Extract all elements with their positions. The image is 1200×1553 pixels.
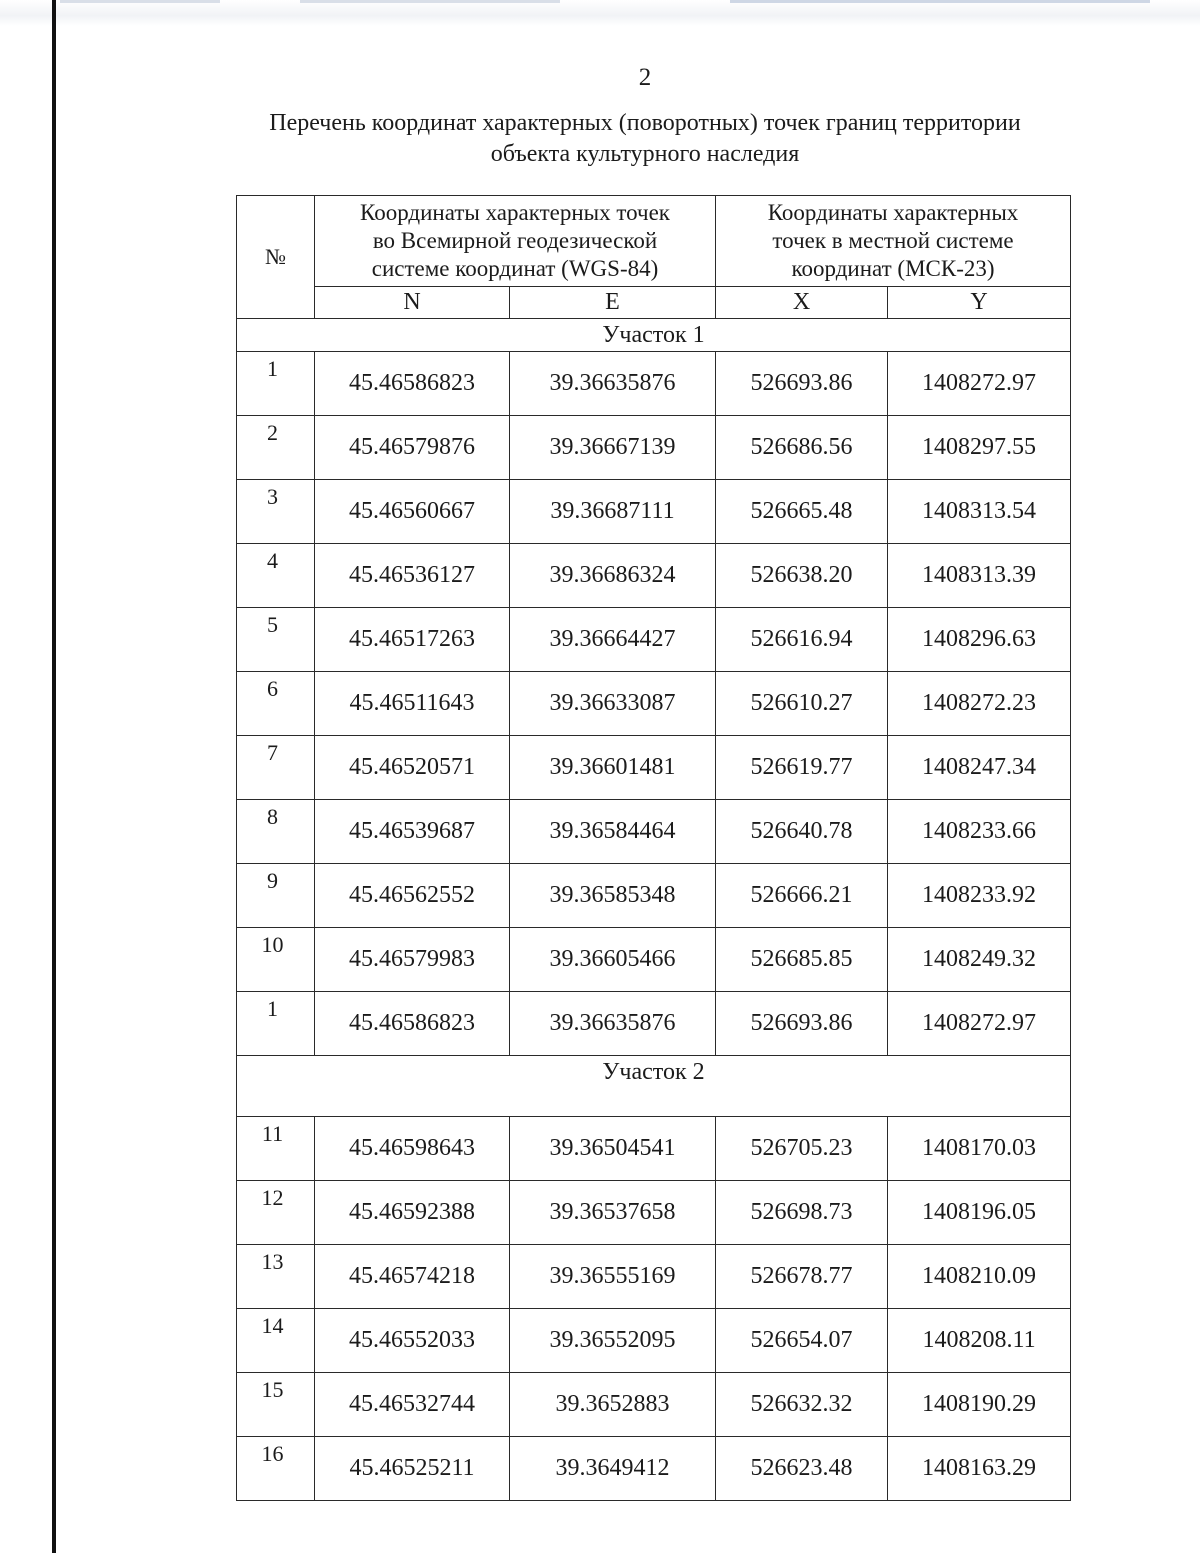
table-row [237,1181,1071,1245]
scan-artifact [60,0,220,3]
point-number: 11 [237,1117,315,1181]
section-label: Участок 2 [237,1056,1071,1117]
coord-n: 45.46536127 [315,544,510,608]
coord-n: 45.46579983 [315,928,510,992]
point-number: 7 [237,736,315,800]
coord-e: 39.36585348 [510,864,716,928]
coord-x: 526665.48 [716,480,888,544]
coord-x: 526623.48 [716,1437,888,1501]
table-row [237,672,1071,736]
coord-n: 45.46574218 [315,1245,510,1309]
coord-y: 1408190.29 [888,1373,1071,1437]
coord-y: 1408272.97 [888,352,1071,416]
section-row [237,1056,1071,1117]
coord-e: 39.36664427 [510,608,716,672]
coord-x: 526616.94 [716,608,888,672]
coord-x: 526632.32 [716,1373,888,1437]
coord-n: 45.46539687 [315,800,510,864]
scan-top-edge [0,0,1200,26]
header-msk23-line-2: точек в местной системе [772,228,1014,253]
scan-left-edge [52,0,56,1553]
coord-x: 526619.77 [716,736,888,800]
point-number: 1 [237,992,315,1056]
table-row [237,480,1071,544]
header-wgs84-line-3: системе координат (WGS-84) [371,256,659,281]
coord-x: 526640.78 [716,800,888,864]
header-wgs84-line-2: во Всемирной геодезической [372,228,658,253]
coord-e: 39.36686324 [510,544,716,608]
table-row [237,800,1071,864]
table-row [237,928,1071,992]
point-number: 4 [237,544,315,608]
coord-n: 45.46552033 [315,1309,510,1373]
coord-n: 45.46562552 [315,864,510,928]
table-row [237,608,1071,672]
coord-y: 1408170.03 [888,1117,1071,1181]
coord-y: 1408249.32 [888,928,1071,992]
table-row [237,352,1071,416]
coord-n: 45.46525211 [315,1437,510,1501]
point-number: 14 [237,1309,315,1373]
point-number: 3 [237,480,315,544]
point-number: 10 [237,928,315,992]
table-row [237,1117,1071,1181]
point-number: 2 [237,416,315,480]
table-row [237,1373,1071,1437]
point-number: 5 [237,608,315,672]
coord-y: 1408210.09 [888,1245,1071,1309]
coord-e: 39.36555169 [510,1245,716,1309]
header-col-e: E [510,287,716,319]
coord-y: 1408272.97 [888,992,1071,1056]
coord-y: 1408297.55 [888,416,1071,480]
coord-n: 45.46517263 [315,608,510,672]
coord-e: 39.36601481 [510,736,716,800]
document-title [0,108,1200,170]
coord-n: 45.46579876 [315,416,510,480]
coord-x: 526698.73 [716,1181,888,1245]
coord-e: 39.36635876 [510,352,716,416]
coord-e: 39.36687111 [510,480,716,544]
header-col-x: X [716,287,888,319]
coord-e: 39.36584464 [510,800,716,864]
table-row [237,864,1071,928]
section-label: Участок 1 [237,319,1071,352]
scan-artifact [730,0,1150,3]
table-body [237,319,1071,1501]
coord-x: 526666.21 [716,864,888,928]
table-row [237,1309,1071,1373]
coord-n: 45.46592388 [315,1181,510,1245]
coord-y: 1408233.66 [888,800,1071,864]
coord-y: 1408296.63 [888,608,1071,672]
header-number: № [237,196,315,319]
coord-e: 39.36605466 [510,928,716,992]
coord-y: 1408208.11 [888,1309,1071,1373]
coord-n: 45.46598643 [315,1117,510,1181]
coord-n: 45.46586823 [315,352,510,416]
title-line-2: объекта культурного наследия [490,141,800,167]
table-row [237,736,1071,800]
header-msk23-group [716,196,1071,287]
header-wgs84-line-1: Координаты характерных точек [360,200,670,225]
coord-e: 39.3652883 [510,1373,716,1437]
coord-e: 39.36552095 [510,1309,716,1373]
header-col-n: N [315,287,510,319]
coord-y: 1408313.39 [888,544,1071,608]
header-msk23-line-3: координат (МСК-23) [791,256,995,281]
coord-x: 526610.27 [716,672,888,736]
point-number: 8 [237,800,315,864]
table-row [237,1245,1071,1309]
coord-y: 1408313.54 [888,480,1071,544]
coord-e: 39.36667139 [510,416,716,480]
table-row [237,992,1071,1056]
coord-n: 45.46511643 [315,672,510,736]
coord-x: 526685.85 [716,928,888,992]
coord-n: 45.46532744 [315,1373,510,1437]
table-subheader-row [237,287,1071,319]
table-row [237,1437,1071,1501]
point-number: 16 [237,1437,315,1501]
coord-y: 1408233.92 [888,864,1071,928]
point-number: 15 [237,1373,315,1437]
coord-x: 526686.56 [716,416,888,480]
point-number: 1 [237,352,315,416]
coord-y: 1408163.29 [888,1437,1071,1501]
coord-y: 1408272.23 [888,672,1071,736]
coord-e: 39.3649412 [510,1437,716,1501]
page-number: 2 [638,64,652,91]
section-row [237,319,1071,352]
coord-x: 526654.07 [716,1309,888,1373]
coord-n: 45.46586823 [315,992,510,1056]
coordinates-table [236,195,1071,1501]
coord-x: 526678.77 [716,1245,888,1309]
coord-x: 526638.20 [716,544,888,608]
coord-y: 1408247.34 [888,736,1071,800]
coord-x: 526705.23 [716,1117,888,1181]
point-number: 6 [237,672,315,736]
scan-artifact [300,0,560,3]
coord-y: 1408196.05 [888,1181,1071,1245]
table-row [237,544,1071,608]
coord-x: 526693.86 [716,352,888,416]
title-line-1: Перечень координат характерных (поворотных) точек границ территории [269,110,1021,136]
coord-n: 45.46520571 [315,736,510,800]
table-row [237,416,1071,480]
coord-e: 39.36633087 [510,672,716,736]
header-col-y: Y [888,287,1071,319]
table-header-row [237,196,1071,287]
coord-e: 39.36635876 [510,992,716,1056]
coord-e: 39.36537658 [510,1181,716,1245]
point-number: 9 [237,864,315,928]
coord-e: 39.36504541 [510,1117,716,1181]
point-number: 13 [237,1245,315,1309]
coord-x: 526693.86 [716,992,888,1056]
coord-n: 45.46560667 [315,480,510,544]
header-wgs84-group [315,196,716,287]
point-number: 12 [237,1181,315,1245]
header-msk23-line-1: Координаты характерных [767,200,1019,225]
